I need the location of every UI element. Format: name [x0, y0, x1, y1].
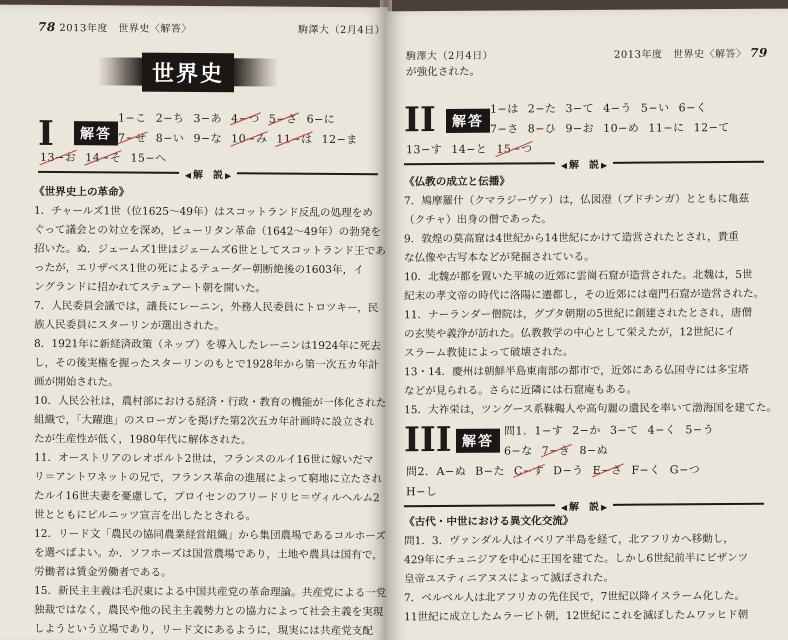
- text-line: 8．1921年に新経済政策（ネップ）を導入したレーニンは1924年に死去: [34, 337, 381, 353]
- text-line: 7．人民委員会議では，議長にレーニン，外務人民委員にトロツキー，民: [34, 299, 379, 315]
- answer-item: 3−て: [609, 423, 639, 437]
- answer-item: 8−ひ: [527, 122, 557, 136]
- section-1-answers-row-3: [40, 149, 176, 166]
- text-line: 11．オーストリアのレオポルト2世は，フランスのルイ16世に嫁いだマ: [34, 451, 374, 467]
- answer-item: 6−に: [306, 112, 336, 126]
- answer-item: 7−せ: [118, 131, 147, 145]
- answer-item: H−し: [406, 485, 438, 499]
- text-line: 15．大祚栄は，ツングース系靺鞨人や高句麗の遺民を率いて渤海国を建てた。: [404, 401, 777, 417]
- text-line: 紀末の孝文帝の時代に洛陽に遷都し，その近郊には竜門石窟が造営された。: [404, 287, 765, 303]
- left-running-head: [38, 19, 192, 35]
- text-line: 問1．3．ヴァンダル人はイベリア半島を経て，北アフリカへ移動し，: [404, 532, 735, 548]
- answer-item: E−さ: [592, 463, 623, 477]
- section-3-answers-row-1: [504, 421, 723, 439]
- answer-item: 5−い: [640, 101, 670, 115]
- answer-item: 1−は: [490, 102, 519, 116]
- text-line: 7．鳩摩羅什（クマラジーヴァ）は，仏図澄（ブドチンガ）とともに亀茲: [404, 192, 750, 208]
- text-line: 9．敦煌の莫高窟は4世紀から14世紀にかけて造営されたとされ，貴重: [404, 230, 739, 246]
- text-line: などが見られる。さらに近隣には石窟庵もある。: [404, 383, 638, 398]
- right-page-number: 79: [750, 45, 768, 60]
- text-line: 招いた。ぬ．ジェームズ1世はジェームズ6世としてスコットランド王であ: [34, 242, 386, 258]
- topic-heading: 《仏教の成立と伝播》: [404, 175, 510, 189]
- text-line: ングランドに招かれてステュアート朝を開いた。: [34, 280, 267, 295]
- answer-item: 8−い: [155, 131, 185, 145]
- answer-item: 6−な: [504, 444, 533, 458]
- text-line: 7．ベルベル人は北アフリカの先住民で，7世紀以降イスラーム化した。: [404, 589, 746, 605]
- answer-item: 7−さ: [490, 122, 519, 136]
- banner-gradient-right: [234, 58, 278, 86]
- answer-item: 15−つ: [496, 142, 533, 156]
- section-3-answers-row-2: [504, 442, 617, 459]
- section-3-commentary-label: ◀ 解 説 ▶: [555, 497, 613, 512]
- answer-item: 12−て: [693, 121, 730, 135]
- text-line: 11．ナーランダー僧院は，グプタ朝期の5世紀に創建されたとされ，唐僧: [404, 306, 753, 322]
- section-1-numeral: I: [38, 113, 54, 155]
- section-2-commentary-label: ◀ 解 説 ▶: [555, 155, 613, 170]
- section-1-answer-label: 解答: [74, 121, 118, 145]
- text-line: 独裁ではなく，農民や他の民主主義勢力との協力によって社会主義を実現: [34, 603, 384, 619]
- answer-item: 9−な: [193, 131, 223, 146]
- right-commentary-text-3: [404, 511, 784, 628]
- answer-item: 11−に: [648, 121, 685, 135]
- left-page: [0, 5, 388, 640]
- left-page-number: 78: [38, 19, 56, 35]
- answer-item: 4−く: [647, 423, 677, 437]
- text-line: 組織で，「大躍進」のスローガンを掲げた第2次五カ年計画時に設立され: [34, 413, 375, 429]
- answer-item: C−す: [513, 464, 545, 478]
- section-1-answers-row-2: [118, 129, 367, 147]
- text-line: 1．チャールズ1世（位1625〜49年）はスコットランド反乱の処理をめ: [34, 204, 373, 220]
- text-line: 429年にチュニジアを中心に王国を建てた。しかし6世紀前半にビザンツ: [404, 551, 749, 567]
- text-line: 族人民委員にスターリンが選出された。: [34, 318, 225, 333]
- bar-line-left: [38, 171, 179, 174]
- section-2-numeral: II: [404, 100, 436, 141]
- text-line: し，その後実権を握ったスターリンのもとで1928年から第一次五カ年計: [34, 356, 379, 372]
- text-line: を選べばよい。か．ソフホーズは国営農場であり，土地や農具は国有で，: [34, 546, 383, 562]
- section-1-commentary-bar: [38, 165, 378, 181]
- answer-item: 14−そ: [85, 151, 122, 165]
- section-2-answers-row-1: [490, 99, 716, 117]
- section-3-answers-row-4: [406, 483, 446, 499]
- text-line: な仏像や古写本などが発掘されている。: [404, 250, 595, 265]
- answer-item: 10−め: [603, 121, 640, 135]
- answer-item: 3−あ: [193, 111, 223, 126]
- bar-line-right: [613, 161, 764, 164]
- text-line: の玄奘や義浄が訪れた。仏教教学の中心として栄えたが，12世紀にイ: [404, 325, 736, 341]
- continued-line: [406, 63, 480, 83]
- answer-item: 3−て: [565, 101, 595, 116]
- answer-item: D−う: [553, 464, 584, 478]
- answer-item: 13−す: [406, 143, 443, 157]
- answer-item: 4−つ: [231, 112, 260, 126]
- right-school-name: 駒澤大（2月4日）: [406, 50, 494, 63]
- text-line: 13・14．慶州は朝鮮半島東南部の都市で，近郊にある仏国寺には多宝塔: [404, 363, 749, 379]
- answer-item: 11−は: [276, 132, 313, 146]
- text-line: 世とともにピルニッツ宣言を出したとされる。: [34, 508, 257, 523]
- left-year-subject: 2013年度 世界史〈解答〉: [59, 23, 192, 35]
- subject-title: 世界史: [142, 52, 234, 92]
- section-2-commentary-bar: [404, 155, 764, 172]
- text-line: 皇帝ユスティニアヌスによって滅ぼされた。: [404, 571, 615, 586]
- text-line: 11世紀に成立したムラービト朝，12世紀にこれを滅ぼしたムワッヒド朝: [404, 608, 749, 624]
- text-line: 10．北魏が都を置いた平城の近郊に雲崗石窟が造営された。北魏は，5世: [404, 268, 753, 284]
- answer-item: 7−き: [541, 444, 571, 458]
- left-school-name: 駒澤大（2月4日）: [298, 24, 386, 37]
- topic-heading: 《古代・中世における異文化交流》: [404, 515, 574, 529]
- text-line: 15．新民主主義は毛沢東による中国共産党の革命理論。共産党による一党: [34, 584, 387, 600]
- subject-banner: [98, 51, 278, 92]
- answer-item: 9−お: [565, 121, 595, 136]
- right-running-head: [614, 45, 768, 61]
- bar-line-right: [613, 503, 764, 506]
- banner-gradient-left: [98, 57, 142, 85]
- text-line: 労働者は賃金労働者である。: [34, 565, 172, 579]
- answer-item: 1−こ: [118, 111, 147, 125]
- text-line: しようという立場であり，リード文にあるように，現実には共産党支配: [34, 622, 373, 638]
- answer-item: 5−う: [685, 423, 715, 437]
- right-page: [386, 9, 788, 640]
- continued-text: が強化された。: [406, 65, 481, 79]
- text-line: リ＝アントワネットの兄で，フランス革命の進展によって窮地に立たされ: [34, 470, 383, 486]
- bar-line-left: [404, 162, 555, 165]
- answer-item: 2−た: [527, 102, 557, 116]
- text-line: たルイ16世夫妻を憂慮して，プロイセンのフリードリヒ＝ヴィルヘルム2: [34, 489, 380, 505]
- text-line: たが生産性が低く，1980年代に解体された。: [34, 432, 252, 447]
- text-line: 10．人民公社は，農村部における経済・行政・教育の機能が一体化された: [34, 394, 387, 410]
- answer-item: 5−さ: [268, 112, 298, 126]
- bar-line-right: [237, 172, 378, 175]
- text-line: 画が開始された。: [34, 375, 119, 389]
- right-commentary-text-2: [404, 171, 784, 421]
- answer-item: 10−み: [231, 132, 268, 146]
- text-line: （クチャ）出身の僧であった。: [404, 213, 552, 227]
- text-line: 12．リード文「農民の協同農業経営組織」から集団農場であるコルホーズ: [34, 527, 386, 543]
- answer-item: 8−ぬ: [579, 443, 609, 458]
- answer-item: 6−く: [678, 101, 708, 115]
- section-3-numeral: III: [404, 419, 452, 461]
- answer-item: 12−ま: [321, 132, 358, 147]
- answer-item: F−く: [631, 463, 661, 477]
- section-2-answers-row-2: [490, 119, 739, 137]
- left-commentary-text: [34, 183, 387, 640]
- topic-heading: 《世界史上の革命》: [34, 185, 130, 199]
- answer-item: 2−か: [572, 423, 601, 438]
- right-year-subject: 2013年度 世界史〈解答〉: [614, 48, 747, 61]
- answer-item: 4−う: [603, 101, 632, 115]
- answer-item: 14−と: [451, 142, 488, 156]
- section-1-commentary-label: ◀ 解 説 ▶: [179, 165, 237, 180]
- answer-item: 問1．1−す: [504, 424, 564, 438]
- section-2-answer-label: 解答: [446, 109, 490, 133]
- answer-item: 15−へ: [130, 151, 167, 165]
- section-3-answers-row-3: [406, 461, 709, 479]
- text-line: ったが，エリザベス1世の死によるテューダー朝断絶後の1603年，イ: [34, 261, 364, 277]
- section-2-answers-row-3: [406, 140, 542, 157]
- text-line: ぐって議会との対立を深め，ピューリタン革命（1642〜49年）の勃発を: [34, 223, 382, 239]
- answer-item: 13−お: [40, 150, 77, 165]
- bar-line-left: [404, 504, 555, 507]
- text-line: スラーム教徒によって破壊された。: [404, 346, 574, 360]
- answer-item: 問2．A−ぬ: [406, 464, 467, 479]
- answer-item: 2−ち: [155, 111, 185, 125]
- answer-item: G−つ: [669, 463, 701, 477]
- answer-item: B−た: [475, 464, 505, 478]
- section-1-answers-row-1: [118, 109, 344, 127]
- section-3-answer-label: 解答: [456, 429, 500, 453]
